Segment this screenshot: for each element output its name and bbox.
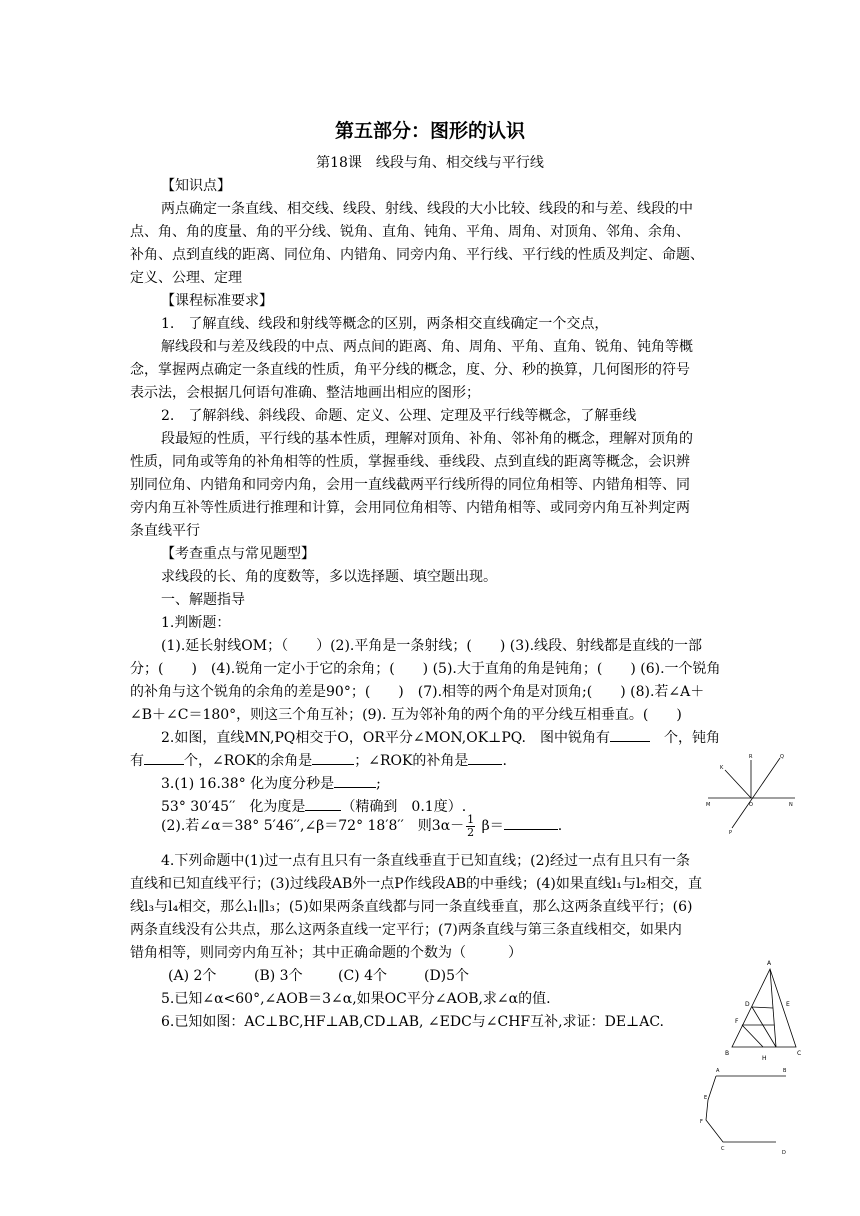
answer-blank (468, 750, 502, 765)
fig1-label-r: R (749, 754, 753, 760)
fig2-label-f: F (735, 1018, 739, 1025)
fig3-label-e: E (704, 1095, 708, 1101)
answer-blank (610, 727, 650, 742)
knowledge-line: 定义、公理、定理 (130, 270, 242, 286)
question-2-line (130, 750, 507, 773)
fig1-label-k: K (720, 765, 724, 771)
q3-text: 53° 30′45′′ 化为度是 (161, 799, 306, 815)
standards-line: 1. 了解直线、线段和射线等概念的区别，两条相交直线确定一个交点， (161, 316, 609, 332)
fig3-label-c: C (721, 1146, 725, 1152)
question-1-line: 分；( ) (4).锐角一定小于它的余角；( ) (5).大于直角的角是钝角；( ) (6).一个锐角 (130, 661, 721, 677)
question-4-line: 错角相等，则同旁内角互补；其中正确命题的个数为（ ） (130, 945, 522, 961)
standards-line: 念，掌握两点确定一条直线的性质，角平分线的概念，度、分、秒的换算，几何图形的符号 (130, 362, 690, 378)
q3-text: (2).若∠α＝38° 5′46′′,∠β＝72° 18′8′′ 则3α－ (161, 818, 465, 834)
fig1-label-p: P (729, 830, 733, 836)
fig2-label-c: C (797, 1050, 802, 1057)
question-4-line: 4.下列命题中(1)过一点有且只有一条直线垂直于已知直线；(2)经过一点有且只有一条 (161, 853, 691, 869)
question-2-line (161, 727, 720, 750)
question-1-line: 的补角与这个锐角的余角的差是90°；( ) (7).相等的两个角是对顶角;( ) (8).若∠A＋ (130, 684, 705, 700)
knowledge-header: 【知识点】 (161, 178, 231, 194)
page-title: 第五部分：图形的认识 (334, 120, 525, 142)
q2-text: 个，∠ROK的余角是 (184, 753, 313, 769)
question-4-line: 直线和已知直线平行；(3)过线段AB外一点P作线段AB的中垂线；(4)如果直线l₁与l₂相交，直 (130, 876, 703, 892)
fig3-label-a: A (716, 1068, 720, 1074)
answer-blank (144, 750, 184, 765)
focus-line: 求线段的长、角的度数等，多以选择题、填空题出现。 (161, 569, 497, 585)
q2-text: ；∠ROK的补角是 (354, 753, 469, 769)
standards-line: 别同位角、内错角和同旁内角，会用一直线截两平行线所得的同位角相等、内错角相等、同 (130, 477, 690, 493)
figure-triangle-abc (718, 955, 810, 1065)
fig1-label-n: N (789, 802, 793, 808)
focus-header: 【考查重点与常见题型】 (161, 546, 315, 562)
fraction-one-half: $\frac{1}{2}$ (467, 812, 475, 839)
q3-text: （精确到 0.1度）. (341, 799, 467, 815)
knowledge-line: 补角、点到直线的距离、同位角、内错角、同旁内角、平行线、平行线的性质及判定、命题、 (130, 247, 704, 263)
fig1-label-m: M (706, 802, 711, 808)
standards-line: 表示法，会根据几何语句准确、整洁地画出相应的图形； (130, 385, 480, 401)
standards-line: 条直线平行 (130, 523, 200, 539)
q3-text: 3.(1) 16.38° 化为度分秒是 (161, 776, 335, 792)
question-4-option-a: (A) 2个 (168, 968, 217, 984)
fig1-label-q: Q (780, 754, 784, 760)
question-4-option-c: (C) 4个 (338, 968, 387, 984)
fig2-label-e: E (786, 1001, 790, 1008)
answer-blank (334, 773, 376, 788)
q2-text: 2.如图，直线MN,PQ相交于O，OR平分∠MON,OK⊥PQ. 图中锐角有 (161, 730, 610, 746)
answer-blank (312, 750, 354, 765)
standards-line: 2. 了解斜线、斜线段、命题、定义、公理、定理及平行线等概念，了解垂线 (161, 408, 637, 424)
fig2-label-h: H (762, 1055, 767, 1062)
question-1-line: (1).延长射线OM；（ ）(2).平角是一条射线；( ) (3).线段、射线都是直线的一部 (161, 638, 703, 654)
fig2-label-b: B (725, 1050, 730, 1057)
q3-text: β＝ (477, 818, 504, 834)
figure-intersecting-lines (700, 748, 805, 836)
q2-text: 有 (130, 753, 144, 769)
fig1-label-o: O (749, 802, 753, 808)
standards-line: 解线段和与差及线段的中点、两点间的距离、角、周角、平角、直角、锐角、钝角等概 (161, 339, 693, 355)
knowledge-line: 两点确定一条直线、相交线、线段、射线、线段的大小比较、线段的和与差、线段的中 (161, 201, 693, 217)
fig2-label-d: D (745, 1001, 750, 1008)
question-5: 5.已知∠α<60°,∠AOB＝3∠α,如果OC平分∠AOB,求∠α的值. (161, 991, 551, 1007)
figure-polyline-abefcd (696, 1062, 796, 1158)
q2-text: . (502, 753, 507, 769)
standards-line: 性质，同角或等角的补角相等的性质，掌握垂线、垂线段、点到直线的距离等概念，会识辨 (130, 454, 690, 470)
answer-blank (504, 815, 558, 830)
answer-blank (305, 796, 341, 811)
fig3-label-f: F (700, 1119, 703, 1125)
question-4-option-d: (D)5个 (424, 968, 470, 984)
q3-text: ; (376, 776, 381, 792)
question-1-head: 1.判断题： (161, 615, 231, 631)
question-3-line (161, 773, 381, 796)
question-4-option-b: (B) 3个 (254, 968, 303, 984)
knowledge-line: 点、角、角的度量、角的平分线、锐角、直角、钝角、平角、周角、对顶角、邻角、余角、 (130, 224, 690, 240)
question-4-line: 线l₃与l₄相交，那么l₁∥l₃；(5)如果两条直线都与同一条直线垂直，那么这两条直线平行；(6) (130, 899, 693, 915)
focus-line: 一、解题指导 (161, 592, 245, 608)
question-6: 6.已知如图：AC⊥BC,HF⊥AB,CD⊥AB, ∠EDC与∠CHF互补,求证：DE⊥AC. (161, 1014, 664, 1030)
question-3-line (161, 812, 562, 840)
fig2-label-a: A (767, 960, 772, 967)
question-1-line: ∠B＋∠C＝180°，则这三个角互补；(9). 互为邻补角的两个角的平分线互相垂直。( ) (130, 707, 682, 723)
fig3-label-b: B (783, 1068, 787, 1074)
standards-header: 【课程标准要求】 (161, 293, 273, 309)
standards-line: 旁内角互补等性质进行推理和计算，会用同位角相等、内错角相等、或同旁内角互补判定两 (130, 500, 690, 516)
standards-line: 段最短的性质，平行线的基本性质，理解对顶角、补角、邻补角的概念，理解对顶角的 (161, 431, 693, 447)
q2-text: 个，钝角 (650, 730, 720, 746)
fig3-label-d: D (782, 1150, 786, 1156)
lesson-subtitle: 第18课 线段与角、相交线与平行线 (316, 155, 544, 171)
q3-text: . (557, 818, 563, 834)
question-4-line: 两条直线没有公共点，那么这两条直线一定平行；(7)两条直线与第三条直线相交，如果内 (130, 922, 682, 938)
